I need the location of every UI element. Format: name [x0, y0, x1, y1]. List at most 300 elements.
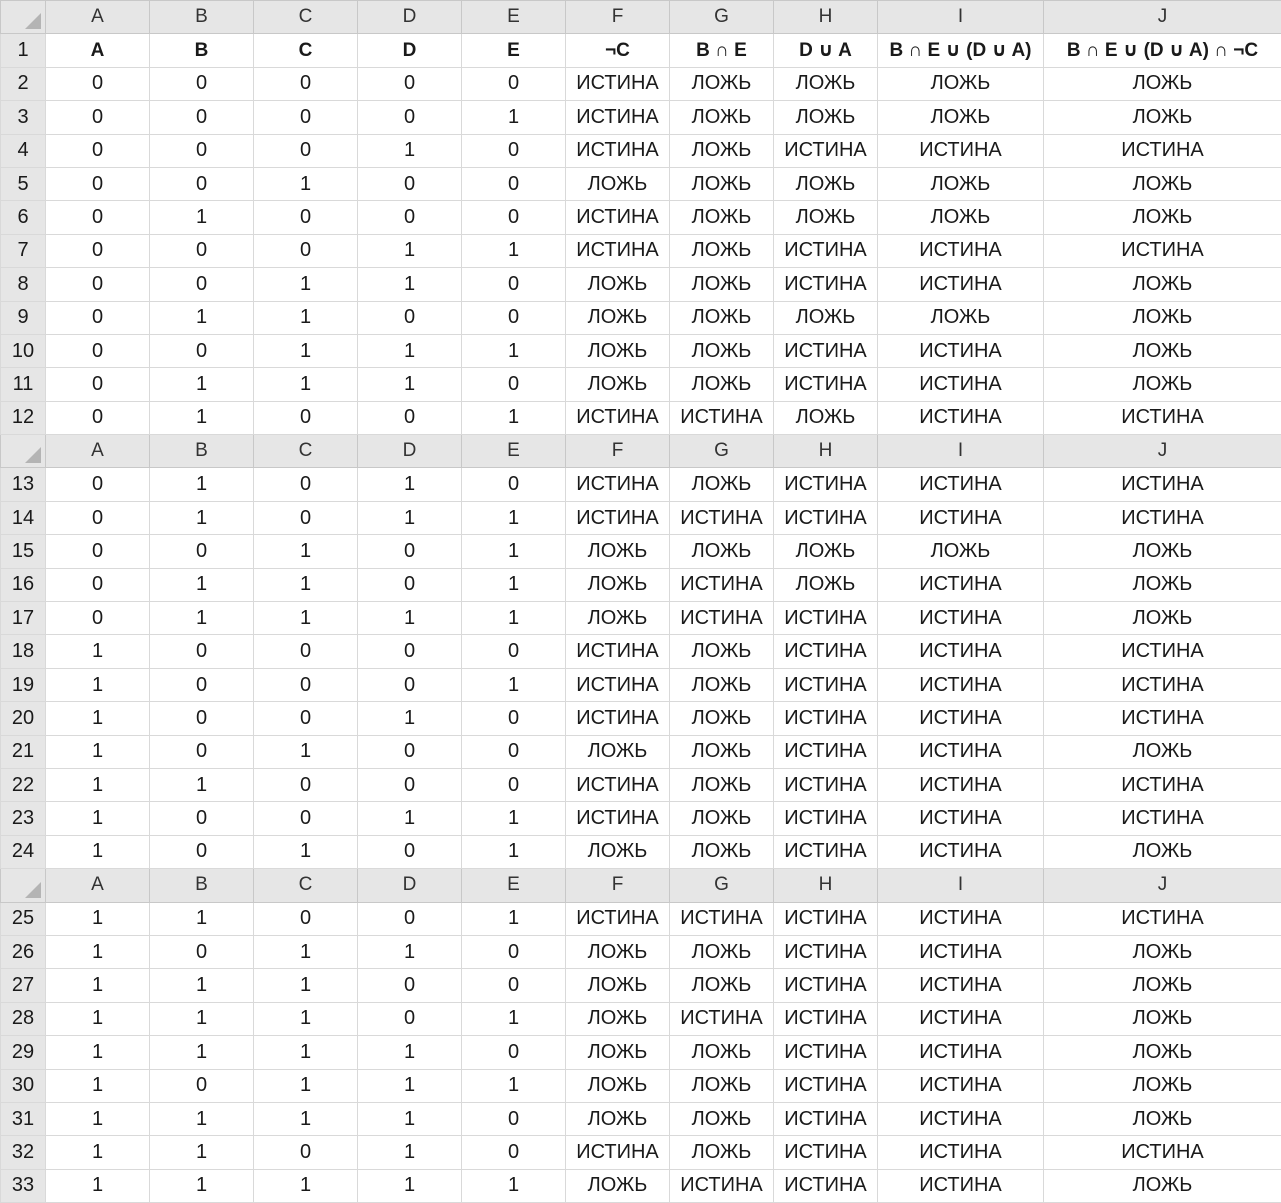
row-header[interactable]: 30	[1, 1069, 46, 1102]
cell-g28[interactable]: ИСТИНА	[670, 1002, 774, 1035]
cell-f21[interactable]: ЛОЖЬ	[566, 735, 670, 768]
column-header-a[interactable]: A	[46, 435, 150, 468]
column-header-d[interactable]: D	[358, 1, 462, 34]
column-header-j[interactable]: J	[1044, 869, 1281, 902]
cell-g14[interactable]: ИСТИНА	[670, 501, 774, 534]
cell-e30[interactable]: 1	[462, 1069, 566, 1102]
cell-b10[interactable]: 0	[150, 334, 254, 367]
cell-a27[interactable]: 1	[46, 969, 150, 1002]
cell-e16[interactable]: 1	[462, 568, 566, 601]
cell-g11[interactable]: ЛОЖЬ	[670, 368, 774, 401]
row-header[interactable]: 17	[1, 602, 46, 635]
column-header-h[interactable]: H	[774, 435, 878, 468]
cell-d6[interactable]: 0	[358, 201, 462, 234]
row-header[interactable]: 18	[1, 635, 46, 668]
cell-a5[interactable]: 0	[46, 167, 150, 200]
cell-h9[interactable]: ЛОЖЬ	[774, 301, 878, 334]
cell-b5[interactable]: 0	[150, 167, 254, 200]
cell-i33[interactable]: ИСТИНА	[878, 1169, 1044, 1202]
cell-d32[interactable]: 1	[358, 1136, 462, 1169]
cell-f13[interactable]: ИСТИНА	[566, 468, 670, 501]
cell-j5[interactable]: ЛОЖЬ	[1044, 167, 1281, 200]
cell-f4[interactable]: ИСТИНА	[566, 134, 670, 167]
cell-a12[interactable]: 0	[46, 401, 150, 434]
cell-g32[interactable]: ЛОЖЬ	[670, 1136, 774, 1169]
row-header[interactable]: 10	[1, 334, 46, 367]
cell-d13[interactable]: 1	[358, 468, 462, 501]
cell-i24[interactable]: ИСТИНА	[878, 835, 1044, 868]
cell-a15[interactable]: 0	[46, 535, 150, 568]
cell-j6[interactable]: ЛОЖЬ	[1044, 201, 1281, 234]
cell-f27[interactable]: ЛОЖЬ	[566, 969, 670, 1002]
cell-g26[interactable]: ЛОЖЬ	[670, 935, 774, 968]
cell-i17[interactable]: ИСТИНА	[878, 602, 1044, 635]
cell-f31[interactable]: ЛОЖЬ	[566, 1102, 670, 1135]
cell-g9[interactable]: ЛОЖЬ	[670, 301, 774, 334]
row-header[interactable]: 27	[1, 969, 46, 1002]
cell-j31[interactable]: ЛОЖЬ	[1044, 1102, 1281, 1135]
cell-j8[interactable]: ЛОЖЬ	[1044, 268, 1281, 301]
cell-f30[interactable]: ЛОЖЬ	[566, 1069, 670, 1102]
cell-h11[interactable]: ИСТИНА	[774, 368, 878, 401]
cell-j11[interactable]: ЛОЖЬ	[1044, 368, 1281, 401]
cell-f5[interactable]: ЛОЖЬ	[566, 167, 670, 200]
cell-b12[interactable]: 1	[150, 401, 254, 434]
cell-c4[interactable]: 0	[254, 134, 358, 167]
row-header[interactable]: 8	[1, 268, 46, 301]
cell-b26[interactable]: 0	[150, 935, 254, 968]
cell-g3[interactable]: ЛОЖЬ	[670, 101, 774, 134]
cell-a1[interactable]: A	[46, 34, 150, 67]
cell-f26[interactable]: ЛОЖЬ	[566, 935, 670, 968]
cell-j1[interactable]: B ∩ E ∪ (D ∪ A) ∩ ¬C	[1044, 34, 1281, 67]
cell-c2[interactable]: 0	[254, 67, 358, 100]
cell-d21[interactable]: 0	[358, 735, 462, 768]
row-header[interactable]: 6	[1, 201, 46, 234]
cell-a25[interactable]: 1	[46, 902, 150, 935]
cell-c10[interactable]: 1	[254, 334, 358, 367]
cell-a23[interactable]: 1	[46, 802, 150, 835]
column-header-f[interactable]: F	[566, 435, 670, 468]
cell-b1[interactable]: B	[150, 34, 254, 67]
cell-c23[interactable]: 0	[254, 802, 358, 835]
row-header[interactable]: 19	[1, 668, 46, 701]
cell-i2[interactable]: ЛОЖЬ	[878, 67, 1044, 100]
cell-d4[interactable]: 1	[358, 134, 462, 167]
cell-g21[interactable]: ЛОЖЬ	[670, 735, 774, 768]
column-header-d[interactable]: D	[358, 869, 462, 902]
cell-h30[interactable]: ИСТИНА	[774, 1069, 878, 1102]
cell-g16[interactable]: ИСТИНА	[670, 568, 774, 601]
cell-j30[interactable]: ЛОЖЬ	[1044, 1069, 1281, 1102]
cell-c29[interactable]: 1	[254, 1036, 358, 1069]
cell-d12[interactable]: 0	[358, 401, 462, 434]
column-header-b[interactable]: B	[150, 1, 254, 34]
row-header[interactable]: 2	[1, 67, 46, 100]
cell-i3[interactable]: ЛОЖЬ	[878, 101, 1044, 134]
cell-b25[interactable]: 1	[150, 902, 254, 935]
cell-d26[interactable]: 1	[358, 935, 462, 968]
cell-e20[interactable]: 0	[462, 702, 566, 735]
cell-g29[interactable]: ЛОЖЬ	[670, 1036, 774, 1069]
cell-i5[interactable]: ЛОЖЬ	[878, 167, 1044, 200]
cell-c31[interactable]: 1	[254, 1102, 358, 1135]
cell-c18[interactable]: 0	[254, 635, 358, 668]
cell-g4[interactable]: ЛОЖЬ	[670, 134, 774, 167]
cell-e12[interactable]: 1	[462, 401, 566, 434]
cell-f18[interactable]: ИСТИНА	[566, 635, 670, 668]
row-header[interactable]: 5	[1, 167, 46, 200]
cell-e31[interactable]: 0	[462, 1102, 566, 1135]
cell-a16[interactable]: 0	[46, 568, 150, 601]
cell-f17[interactable]: ЛОЖЬ	[566, 602, 670, 635]
cell-e19[interactable]: 1	[462, 668, 566, 701]
cell-e4[interactable]: 0	[462, 134, 566, 167]
cell-d20[interactable]: 1	[358, 702, 462, 735]
cell-g2[interactable]: ЛОЖЬ	[670, 67, 774, 100]
cell-f25[interactable]: ИСТИНА	[566, 902, 670, 935]
cell-a33[interactable]: 1	[46, 1169, 150, 1202]
cell-h3[interactable]: ЛОЖЬ	[774, 101, 878, 134]
cell-a21[interactable]: 1	[46, 735, 150, 768]
cell-i20[interactable]: ИСТИНА	[878, 702, 1044, 735]
column-header-c[interactable]: C	[254, 1, 358, 34]
cell-e21[interactable]: 0	[462, 735, 566, 768]
cell-c16[interactable]: 1	[254, 568, 358, 601]
cell-f28[interactable]: ЛОЖЬ	[566, 1002, 670, 1035]
cell-i30[interactable]: ИСТИНА	[878, 1069, 1044, 1102]
cell-b29[interactable]: 1	[150, 1036, 254, 1069]
column-header-f[interactable]: F	[566, 1, 670, 34]
cell-g20[interactable]: ЛОЖЬ	[670, 702, 774, 735]
cell-b23[interactable]: 0	[150, 802, 254, 835]
cell-h17[interactable]: ИСТИНА	[774, 602, 878, 635]
cell-c20[interactable]: 0	[254, 702, 358, 735]
cell-j16[interactable]: ЛОЖЬ	[1044, 568, 1281, 601]
cell-b4[interactable]: 0	[150, 134, 254, 167]
cell-i27[interactable]: ИСТИНА	[878, 969, 1044, 1002]
cell-g17[interactable]: ИСТИНА	[670, 602, 774, 635]
cell-h22[interactable]: ИСТИНА	[774, 768, 878, 801]
cell-d8[interactable]: 1	[358, 268, 462, 301]
cell-i1[interactable]: B ∩ E ∪ (D ∪ A)	[878, 34, 1044, 67]
row-header[interactable]: 32	[1, 1136, 46, 1169]
cell-j25[interactable]: ИСТИНА	[1044, 902, 1281, 935]
column-header-d[interactable]: D	[358, 435, 462, 468]
cell-a11[interactable]: 0	[46, 368, 150, 401]
cell-c5[interactable]: 1	[254, 167, 358, 200]
cell-i15[interactable]: ЛОЖЬ	[878, 535, 1044, 568]
cell-f3[interactable]: ИСТИНА	[566, 101, 670, 134]
cell-c19[interactable]: 0	[254, 668, 358, 701]
cell-a6[interactable]: 0	[46, 201, 150, 234]
cell-j9[interactable]: ЛОЖЬ	[1044, 301, 1281, 334]
cell-d29[interactable]: 1	[358, 1036, 462, 1069]
cell-b22[interactable]: 1	[150, 768, 254, 801]
column-header-j[interactable]: J	[1044, 435, 1281, 468]
cell-a13[interactable]: 0	[46, 468, 150, 501]
cell-d31[interactable]: 1	[358, 1102, 462, 1135]
cell-i29[interactable]: ИСТИНА	[878, 1036, 1044, 1069]
cell-e3[interactable]: 1	[462, 101, 566, 134]
column-header-h[interactable]: H	[774, 1, 878, 34]
cell-a31[interactable]: 1	[46, 1102, 150, 1135]
cell-c33[interactable]: 1	[254, 1169, 358, 1202]
cell-b6[interactable]: 1	[150, 201, 254, 234]
cell-e28[interactable]: 1	[462, 1002, 566, 1035]
cell-j32[interactable]: ИСТИНА	[1044, 1136, 1281, 1169]
cell-j3[interactable]: ЛОЖЬ	[1044, 101, 1281, 134]
cell-b7[interactable]: 0	[150, 234, 254, 267]
cell-i9[interactable]: ЛОЖЬ	[878, 301, 1044, 334]
cell-c6[interactable]: 0	[254, 201, 358, 234]
cell-h21[interactable]: ИСТИНА	[774, 735, 878, 768]
cell-j12[interactable]: ИСТИНА	[1044, 401, 1281, 434]
cell-e27[interactable]: 0	[462, 969, 566, 1002]
cell-f12[interactable]: ИСТИНА	[566, 401, 670, 434]
cell-j17[interactable]: ЛОЖЬ	[1044, 602, 1281, 635]
cell-e11[interactable]: 0	[462, 368, 566, 401]
cell-g31[interactable]: ЛОЖЬ	[670, 1102, 774, 1135]
cell-b14[interactable]: 1	[150, 501, 254, 534]
cell-e9[interactable]: 0	[462, 301, 566, 334]
row-header[interactable]: 20	[1, 702, 46, 735]
cell-h19[interactable]: ИСТИНА	[774, 668, 878, 701]
cell-e10[interactable]: 1	[462, 334, 566, 367]
cell-i25[interactable]: ИСТИНА	[878, 902, 1044, 935]
cell-h1[interactable]: D ∪ A	[774, 34, 878, 67]
cell-e23[interactable]: 1	[462, 802, 566, 835]
cell-e33[interactable]: 1	[462, 1169, 566, 1202]
cell-h4[interactable]: ИСТИНА	[774, 134, 878, 167]
column-header-g[interactable]: G	[670, 435, 774, 468]
column-header-e[interactable]: E	[462, 1, 566, 34]
cell-e13[interactable]: 0	[462, 468, 566, 501]
cell-h26[interactable]: ИСТИНА	[774, 935, 878, 968]
cell-b30[interactable]: 0	[150, 1069, 254, 1102]
row-header[interactable]: 1	[1, 34, 46, 67]
cell-h2[interactable]: ЛОЖЬ	[774, 67, 878, 100]
cell-h15[interactable]: ЛОЖЬ	[774, 535, 878, 568]
cell-e2[interactable]: 0	[462, 67, 566, 100]
row-header[interactable]: 23	[1, 802, 46, 835]
cell-h6[interactable]: ЛОЖЬ	[774, 201, 878, 234]
cell-i14[interactable]: ИСТИНА	[878, 501, 1044, 534]
cell-g22[interactable]: ЛОЖЬ	[670, 768, 774, 801]
cell-c13[interactable]: 0	[254, 468, 358, 501]
row-header[interactable]: 16	[1, 568, 46, 601]
cell-f14[interactable]: ИСТИНА	[566, 501, 670, 534]
cell-h28[interactable]: ИСТИНА	[774, 1002, 878, 1035]
cell-j23[interactable]: ИСТИНА	[1044, 802, 1281, 835]
cell-e25[interactable]: 1	[462, 902, 566, 935]
cell-d1[interactable]: D	[358, 34, 462, 67]
cell-g1[interactable]: B ∩ E	[670, 34, 774, 67]
cell-h8[interactable]: ИСТИНА	[774, 268, 878, 301]
cell-j26[interactable]: ЛОЖЬ	[1044, 935, 1281, 968]
cell-i21[interactable]: ИСТИНА	[878, 735, 1044, 768]
cell-c7[interactable]: 0	[254, 234, 358, 267]
cell-f16[interactable]: ЛОЖЬ	[566, 568, 670, 601]
cell-c32[interactable]: 0	[254, 1136, 358, 1169]
cell-g10[interactable]: ЛОЖЬ	[670, 334, 774, 367]
cell-j33[interactable]: ЛОЖЬ	[1044, 1169, 1281, 1202]
column-header-c[interactable]: C	[254, 435, 358, 468]
cell-f19[interactable]: ИСТИНА	[566, 668, 670, 701]
cell-h16[interactable]: ЛОЖЬ	[774, 568, 878, 601]
column-header-h[interactable]: H	[774, 869, 878, 902]
cell-d16[interactable]: 0	[358, 568, 462, 601]
cell-g27[interactable]: ЛОЖЬ	[670, 969, 774, 1002]
cell-e5[interactable]: 0	[462, 167, 566, 200]
cell-b21[interactable]: 0	[150, 735, 254, 768]
cell-f32[interactable]: ИСТИНА	[566, 1136, 670, 1169]
cell-i26[interactable]: ИСТИНА	[878, 935, 1044, 968]
cell-i16[interactable]: ИСТИНА	[878, 568, 1044, 601]
cell-g5[interactable]: ЛОЖЬ	[670, 167, 774, 200]
cell-c30[interactable]: 1	[254, 1069, 358, 1102]
cell-d24[interactable]: 0	[358, 835, 462, 868]
cell-a29[interactable]: 1	[46, 1036, 150, 1069]
cell-g18[interactable]: ЛОЖЬ	[670, 635, 774, 668]
cell-j18[interactable]: ИСТИНА	[1044, 635, 1281, 668]
row-header[interactable]: 14	[1, 501, 46, 534]
cell-a8[interactable]: 0	[46, 268, 150, 301]
cell-f9[interactable]: ЛОЖЬ	[566, 301, 670, 334]
row-header[interactable]: 26	[1, 935, 46, 968]
cell-a9[interactable]: 0	[46, 301, 150, 334]
cell-j10[interactable]: ЛОЖЬ	[1044, 334, 1281, 367]
cell-e29[interactable]: 0	[462, 1036, 566, 1069]
cell-f8[interactable]: ЛОЖЬ	[566, 268, 670, 301]
column-header-j[interactable]: J	[1044, 1, 1281, 34]
cell-g7[interactable]: ЛОЖЬ	[670, 234, 774, 267]
cell-i31[interactable]: ИСТИНА	[878, 1102, 1044, 1135]
cell-i13[interactable]: ИСТИНА	[878, 468, 1044, 501]
row-header[interactable]: 25	[1, 902, 46, 935]
cell-d30[interactable]: 1	[358, 1069, 462, 1102]
cell-f2[interactable]: ИСТИНА	[566, 67, 670, 100]
cell-f7[interactable]: ИСТИНА	[566, 234, 670, 267]
cell-e18[interactable]: 0	[462, 635, 566, 668]
cell-d9[interactable]: 0	[358, 301, 462, 334]
cell-f10[interactable]: ЛОЖЬ	[566, 334, 670, 367]
cell-h24[interactable]: ИСТИНА	[774, 835, 878, 868]
column-header-g[interactable]: G	[670, 869, 774, 902]
cell-b16[interactable]: 1	[150, 568, 254, 601]
cell-a28[interactable]: 1	[46, 1002, 150, 1035]
cell-i4[interactable]: ИСТИНА	[878, 134, 1044, 167]
cell-a32[interactable]: 1	[46, 1136, 150, 1169]
cell-e32[interactable]: 0	[462, 1136, 566, 1169]
cell-f6[interactable]: ИСТИНА	[566, 201, 670, 234]
cell-h18[interactable]: ИСТИНА	[774, 635, 878, 668]
cell-i32[interactable]: ИСТИНА	[878, 1136, 1044, 1169]
cell-e14[interactable]: 1	[462, 501, 566, 534]
cell-f33[interactable]: ЛОЖЬ	[566, 1169, 670, 1202]
cell-b17[interactable]: 1	[150, 602, 254, 635]
cell-j29[interactable]: ЛОЖЬ	[1044, 1036, 1281, 1069]
cell-c8[interactable]: 1	[254, 268, 358, 301]
cell-c9[interactable]: 1	[254, 301, 358, 334]
cell-c22[interactable]: 0	[254, 768, 358, 801]
cell-c12[interactable]: 0	[254, 401, 358, 434]
cell-b24[interactable]: 0	[150, 835, 254, 868]
cell-j15[interactable]: ЛОЖЬ	[1044, 535, 1281, 568]
cell-c17[interactable]: 1	[254, 602, 358, 635]
cell-a4[interactable]: 0	[46, 134, 150, 167]
row-header[interactable]: 15	[1, 535, 46, 568]
cell-h25[interactable]: ИСТИНА	[774, 902, 878, 935]
cell-b32[interactable]: 1	[150, 1136, 254, 1169]
cell-h27[interactable]: ИСТИНА	[774, 969, 878, 1002]
cell-j21[interactable]: ЛОЖЬ	[1044, 735, 1281, 768]
cell-d15[interactable]: 0	[358, 535, 462, 568]
cell-j2[interactable]: ЛОЖЬ	[1044, 67, 1281, 100]
cell-i11[interactable]: ИСТИНА	[878, 368, 1044, 401]
column-header-e[interactable]: E	[462, 869, 566, 902]
row-header[interactable]: 21	[1, 735, 46, 768]
cell-h33[interactable]: ИСТИНА	[774, 1169, 878, 1202]
cell-j13[interactable]: ИСТИНА	[1044, 468, 1281, 501]
cell-a17[interactable]: 0	[46, 602, 150, 635]
cell-j20[interactable]: ИСТИНА	[1044, 702, 1281, 735]
cell-d19[interactable]: 0	[358, 668, 462, 701]
cell-h29[interactable]: ИСТИНА	[774, 1036, 878, 1069]
column-header-i[interactable]: I	[878, 869, 1044, 902]
cell-j28[interactable]: ЛОЖЬ	[1044, 1002, 1281, 1035]
cell-a24[interactable]: 1	[46, 835, 150, 868]
cell-j27[interactable]: ЛОЖЬ	[1044, 969, 1281, 1002]
cell-h10[interactable]: ИСТИНА	[774, 334, 878, 367]
cell-d3[interactable]: 0	[358, 101, 462, 134]
column-header-g[interactable]: G	[670, 1, 774, 34]
cell-i22[interactable]: ИСТИНА	[878, 768, 1044, 801]
cell-d22[interactable]: 0	[358, 768, 462, 801]
cell-b9[interactable]: 1	[150, 301, 254, 334]
cell-a14[interactable]: 0	[46, 501, 150, 534]
cell-d11[interactable]: 1	[358, 368, 462, 401]
select-all-corner[interactable]	[1, 869, 46, 902]
cell-h31[interactable]: ИСТИНА	[774, 1102, 878, 1135]
cell-f20[interactable]: ИСТИНА	[566, 702, 670, 735]
cell-e15[interactable]: 1	[462, 535, 566, 568]
cell-d5[interactable]: 0	[358, 167, 462, 200]
cell-f24[interactable]: ЛОЖЬ	[566, 835, 670, 868]
column-header-a[interactable]: A	[46, 869, 150, 902]
cell-a19[interactable]: 1	[46, 668, 150, 701]
cell-g24[interactable]: ЛОЖЬ	[670, 835, 774, 868]
cell-d10[interactable]: 1	[358, 334, 462, 367]
cell-d7[interactable]: 1	[358, 234, 462, 267]
cell-g23[interactable]: ЛОЖЬ	[670, 802, 774, 835]
cell-e22[interactable]: 0	[462, 768, 566, 801]
cell-d17[interactable]: 1	[358, 602, 462, 635]
cell-e6[interactable]: 0	[462, 201, 566, 234]
cell-a2[interactable]: 0	[46, 67, 150, 100]
cell-i10[interactable]: ИСТИНА	[878, 334, 1044, 367]
cell-h32[interactable]: ИСТИНА	[774, 1136, 878, 1169]
row-header[interactable]: 11	[1, 368, 46, 401]
cell-c14[interactable]: 0	[254, 501, 358, 534]
cell-d2[interactable]: 0	[358, 67, 462, 100]
cell-i8[interactable]: ИСТИНА	[878, 268, 1044, 301]
cell-j14[interactable]: ИСТИНА	[1044, 501, 1281, 534]
cell-c28[interactable]: 1	[254, 1002, 358, 1035]
row-header[interactable]: 22	[1, 768, 46, 801]
cell-b27[interactable]: 1	[150, 969, 254, 1002]
cell-c15[interactable]: 1	[254, 535, 358, 568]
